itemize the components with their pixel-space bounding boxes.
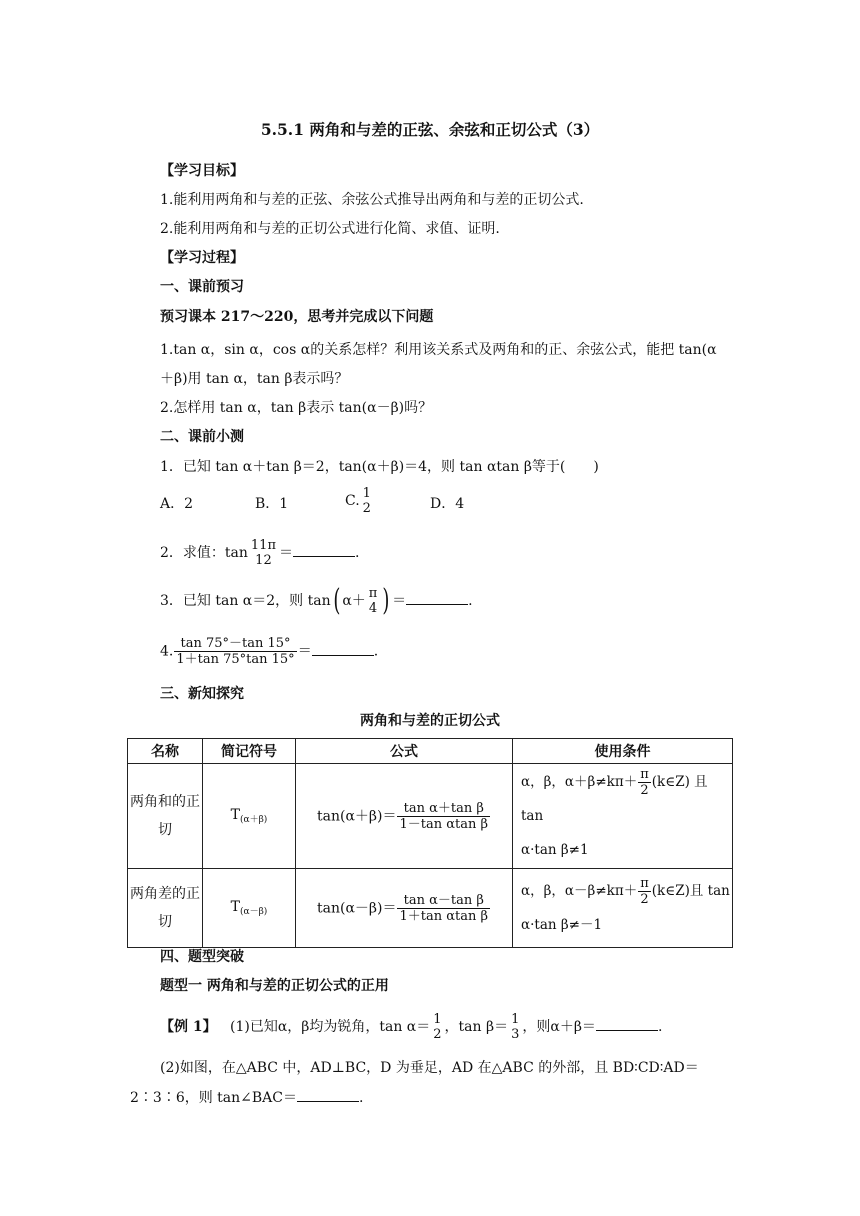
example-label: 【例 1】 (160, 1019, 217, 1035)
fraction-denominator: 4 (368, 601, 378, 616)
type-1-heading: 题型一 两角和与差的正切公式的正用 (160, 978, 389, 994)
condition-line-2: α·tan β≠－1 (521, 917, 603, 933)
test-2-fraction (249, 538, 278, 568)
row-1-symbol (203, 764, 296, 869)
example-text: ，则α＋β＝ (522, 1019, 596, 1035)
header-name: 名称 (128, 739, 203, 764)
fraction-numerator: 11π (250, 538, 276, 553)
section-4-heading: 四、题型突破 (160, 949, 244, 965)
fraction-denominator: 1－tan αtan β (399, 816, 488, 832)
row-2-symbol (203, 869, 296, 948)
example-fraction-2 (509, 1012, 521, 1042)
table-caption: 两角和与差的正切公式 (360, 713, 500, 729)
test-2-prefix: 2．求值：tan (160, 545, 248, 561)
answer-blank[interactable] (312, 641, 374, 656)
formula-lhs: tan(α－β)＝ (317, 900, 397, 916)
example-1-part-1: 【例 1】 (1)已知α，β均为锐角，tan α＝ 1 2 ，tan β＝ 1 3 ，则α＋β＝ . (160, 1012, 663, 1042)
header-symbol: 简记符号 (203, 739, 296, 764)
fraction-numerator: tan α＋tan β (397, 801, 490, 817)
row-1-condition (513, 764, 733, 869)
test-1-option-b: B．1 (255, 496, 289, 512)
answer-blank[interactable] (297, 1087, 359, 1102)
section-3-heading: 三、新知探究 (160, 686, 244, 702)
condition-text: (k∈Z) 且 tan (521, 774, 708, 824)
fraction-denominator: 3 (511, 1027, 520, 1042)
fraction-numerator: 1 (362, 486, 371, 501)
fraction-numerator: tan α－tan β (397, 893, 490, 909)
condition-fraction (638, 767, 651, 798)
test-1-option-d: D．4 (430, 496, 465, 512)
test-3-suffix: ＝ (392, 593, 407, 609)
test-2: 2．求值：tan 11π 12 ＝ . (160, 538, 360, 568)
table-row (128, 764, 733, 869)
right-paren: ) (382, 583, 390, 618)
header-condition: 使用条件 (513, 739, 733, 764)
fraction-denominator: 2 (362, 501, 371, 516)
condition-text: α，β，α－β≠kπ＋ (521, 883, 638, 899)
test-3-prefix: 3．已知 tan α＝2，则 tan (160, 593, 331, 609)
symbol-subscript: (α－β) (240, 907, 268, 917)
section-1-heading: 一、课前预习 (160, 279, 244, 295)
example-text: ，tan β＝ (444, 1019, 509, 1035)
row-2-condition (513, 869, 733, 948)
test-4-suffix: ＝ (297, 643, 312, 660)
preview-instruction: 预习课本 217～220，思考并完成以下问题 (160, 309, 434, 325)
row-1-formula (296, 764, 513, 869)
test-4: 4. $\frac{\tan 75^\circ-\tan 15^\circ}{1+\tan 75^\circ\tan 15^\circ}$ ＝ . (160, 636, 379, 667)
answer-blank[interactable] (406, 590, 468, 605)
example-text: 2∶3∶6，则 tan∠BAC＝ (130, 1090, 298, 1106)
symbol-letter: T (230, 807, 241, 823)
example-1-part-2-line-1: (2)如图，在△ABC 中，AD⊥BC，D 为垂足，AD 在△ABC 的外部，且 BD∶CD∶AD＝ (160, 1060, 699, 1076)
test-3: 3．已知 tan α＝2，则 tan( α＋ π 4 ) ＝ . (160, 583, 473, 618)
example-1-part-2-line-2: 2∶3∶6，则 tan∠BAC＝ . (130, 1087, 363, 1108)
test-1-option-c (345, 486, 374, 516)
row-2-name: 两角差的正切 (128, 869, 203, 948)
answer-blank[interactable] (596, 1016, 658, 1031)
test-4-prefix: 4. (160, 643, 174, 660)
formula-table (127, 738, 733, 948)
process-heading: 【学习过程】 (160, 250, 244, 266)
condition-text: (k∈Z)且 tan (651, 883, 730, 899)
question-1-line-1: 1.tan α，sin α，cos α的关系怎样？利用该关系式及两角和的正、余弦公式，能把 tan(α (160, 342, 717, 358)
row-1-name: 两角和的正切 (128, 764, 203, 869)
fraction-denominator: 2 (640, 783, 649, 798)
fraction-numerator: 1 (511, 1012, 520, 1027)
symbol-letter: T (230, 899, 241, 915)
example-fraction-1 (431, 1012, 443, 1042)
question-2: 2.怎样用 tan α，tan β表示 tan(α－β)吗？ (160, 400, 433, 416)
fraction-numerator: 1 (433, 1012, 442, 1027)
left-paren: ( (332, 583, 340, 618)
page-title: 5.5.1 两角和与差的正弦、余弦和正切公式（3） (260, 120, 600, 139)
test-1-option-a: A．2 (160, 496, 194, 512)
test-4-fraction (174, 636, 296, 667)
answer-blank[interactable] (293, 542, 355, 557)
test-3-fraction (367, 586, 380, 616)
fraction-numerator: π (640, 876, 649, 891)
condition-line-1 (521, 874, 731, 908)
option-c-prefix: C. (345, 493, 360, 509)
condition-line-2: α·tan β≠1 (521, 842, 589, 858)
formula-fraction (397, 893, 490, 924)
fraction-numerator: tan 75°－tan 15° (174, 636, 296, 652)
formula-fraction (397, 801, 490, 832)
section-2-heading: 二、课前小测 (160, 429, 244, 445)
option-c-fraction (361, 486, 373, 516)
table-row (128, 869, 733, 948)
fraction-denominator: 2 (433, 1027, 442, 1042)
fraction-denominator: 1＋tan αtan β (399, 908, 488, 924)
fraction-denominator: 12 (255, 553, 272, 568)
fraction-denominator: 1＋tan 75°tan 15° (176, 652, 295, 667)
row-2-formula (296, 869, 513, 948)
condition-line-1 (521, 765, 731, 833)
test-1: 1．已知 tan α＋tan β＝2，tan(α＋β)＝4，则 tan αtan β等于( ) (160, 459, 599, 475)
header-formula: 公式 (296, 739, 513, 764)
fraction-denominator: 2 (640, 892, 649, 907)
example-text: (1)已知α，β均为锐角，tan α＝ (229, 1019, 431, 1035)
test-2-suffix: ＝ (279, 545, 293, 561)
question-1-line-2: ＋β)用 tan α，tan β表示吗？ (160, 371, 349, 387)
fraction-numerator: π (640, 767, 649, 782)
condition-text: α，β，α＋β≠kπ＋ (521, 774, 638, 790)
goals-heading: 【学习目标】 (160, 163, 244, 179)
condition-fraction (638, 876, 651, 907)
test-3-alpha: α＋ (342, 593, 366, 609)
symbol-subscript: (α＋β) (240, 815, 268, 825)
fraction-numerator: π (368, 586, 378, 601)
table-header-row (128, 739, 733, 764)
formula-lhs: tan(α＋β)＝ (317, 808, 397, 824)
goal-2: 2.能利用两角和与差的正切公式进行化简、求值、证明. (160, 221, 500, 237)
goal-1: 1.能利用两角和与差的正弦、余弦公式推导出两角和与差的正切公式. (160, 192, 584, 208)
